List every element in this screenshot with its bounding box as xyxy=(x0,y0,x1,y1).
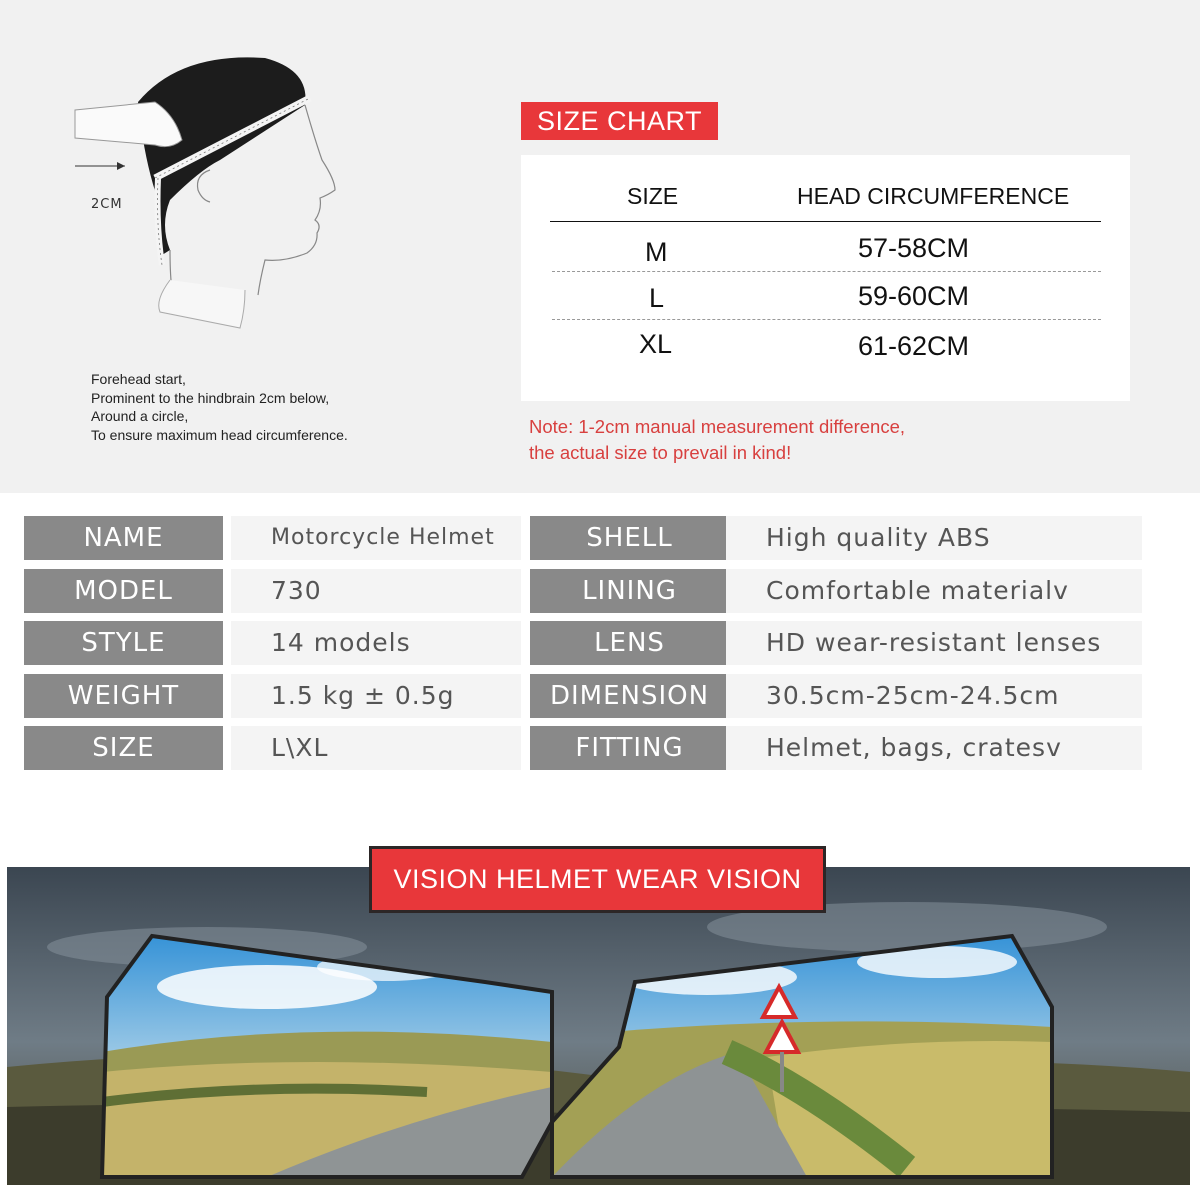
vision-title: VISION HELMET WEAR VISION xyxy=(372,849,823,910)
size-cell: XL xyxy=(639,329,673,359)
circumference-column-header: HEAD CIRCUMFERENCE xyxy=(797,183,1070,209)
spec-value: 730 xyxy=(231,569,521,613)
measurement-note xyxy=(529,414,905,466)
row-divider xyxy=(552,319,1101,320)
spec-label: FITTING xyxy=(530,726,729,770)
instruction-line: To ensure maximum head circumference. xyxy=(91,426,348,443)
spec-label: NAME xyxy=(24,516,223,560)
instruction-line: Forehead start, xyxy=(91,371,186,387)
spec-value: High quality ABS xyxy=(726,516,1142,560)
header-divider xyxy=(550,221,1101,222)
circumference-cell: 61-62CM xyxy=(858,331,970,361)
size-chart-title: SIZE CHART xyxy=(521,102,718,140)
spec-label: SIZE xyxy=(24,726,223,770)
spec-label: SHELL xyxy=(530,516,729,560)
circumference-cell: 59-60CM xyxy=(858,281,970,311)
note-line: Note: 1-2cm manual measurement difference, xyxy=(529,416,906,437)
spec-label: STYLE xyxy=(24,621,223,665)
offset-label: 2CM xyxy=(91,197,123,212)
spec-label: WEIGHT xyxy=(24,674,223,718)
spec-value: 30.5cm-25cm-24.5cm xyxy=(726,674,1142,718)
spec-value: 14 models xyxy=(231,621,521,665)
spec-value: Helmet, bags, cratesv xyxy=(726,726,1142,770)
size-column-header: SIZE xyxy=(627,183,679,209)
spec-label: MODEL xyxy=(24,569,223,613)
spec-label: LENS xyxy=(530,621,729,665)
spec-value: HD wear-resistant lenses xyxy=(726,621,1142,665)
spec-label: LINING xyxy=(530,569,729,613)
spec-value: Comfortable materialv xyxy=(726,569,1142,613)
row-divider xyxy=(552,271,1101,272)
spec-value: 1.5 kg ± 0.5g xyxy=(231,674,521,718)
size-cell: L xyxy=(649,283,665,313)
circumference-cell: 57-58CM xyxy=(858,233,970,263)
note-line: the actual size to prevail in kind! xyxy=(529,442,792,463)
measurement-instructions xyxy=(91,370,348,444)
spec-value: Motorcycle Helmet xyxy=(231,516,521,560)
size-cell: M xyxy=(645,237,668,267)
instruction-line: Prominent to the hindbrain 2cm below, xyxy=(91,389,330,406)
spec-label: DIMENSION xyxy=(530,674,729,718)
instruction-line: Around a circle, xyxy=(91,408,189,424)
helmet-vision-scene xyxy=(7,867,1190,1185)
spec-value: L\XL xyxy=(231,726,521,770)
